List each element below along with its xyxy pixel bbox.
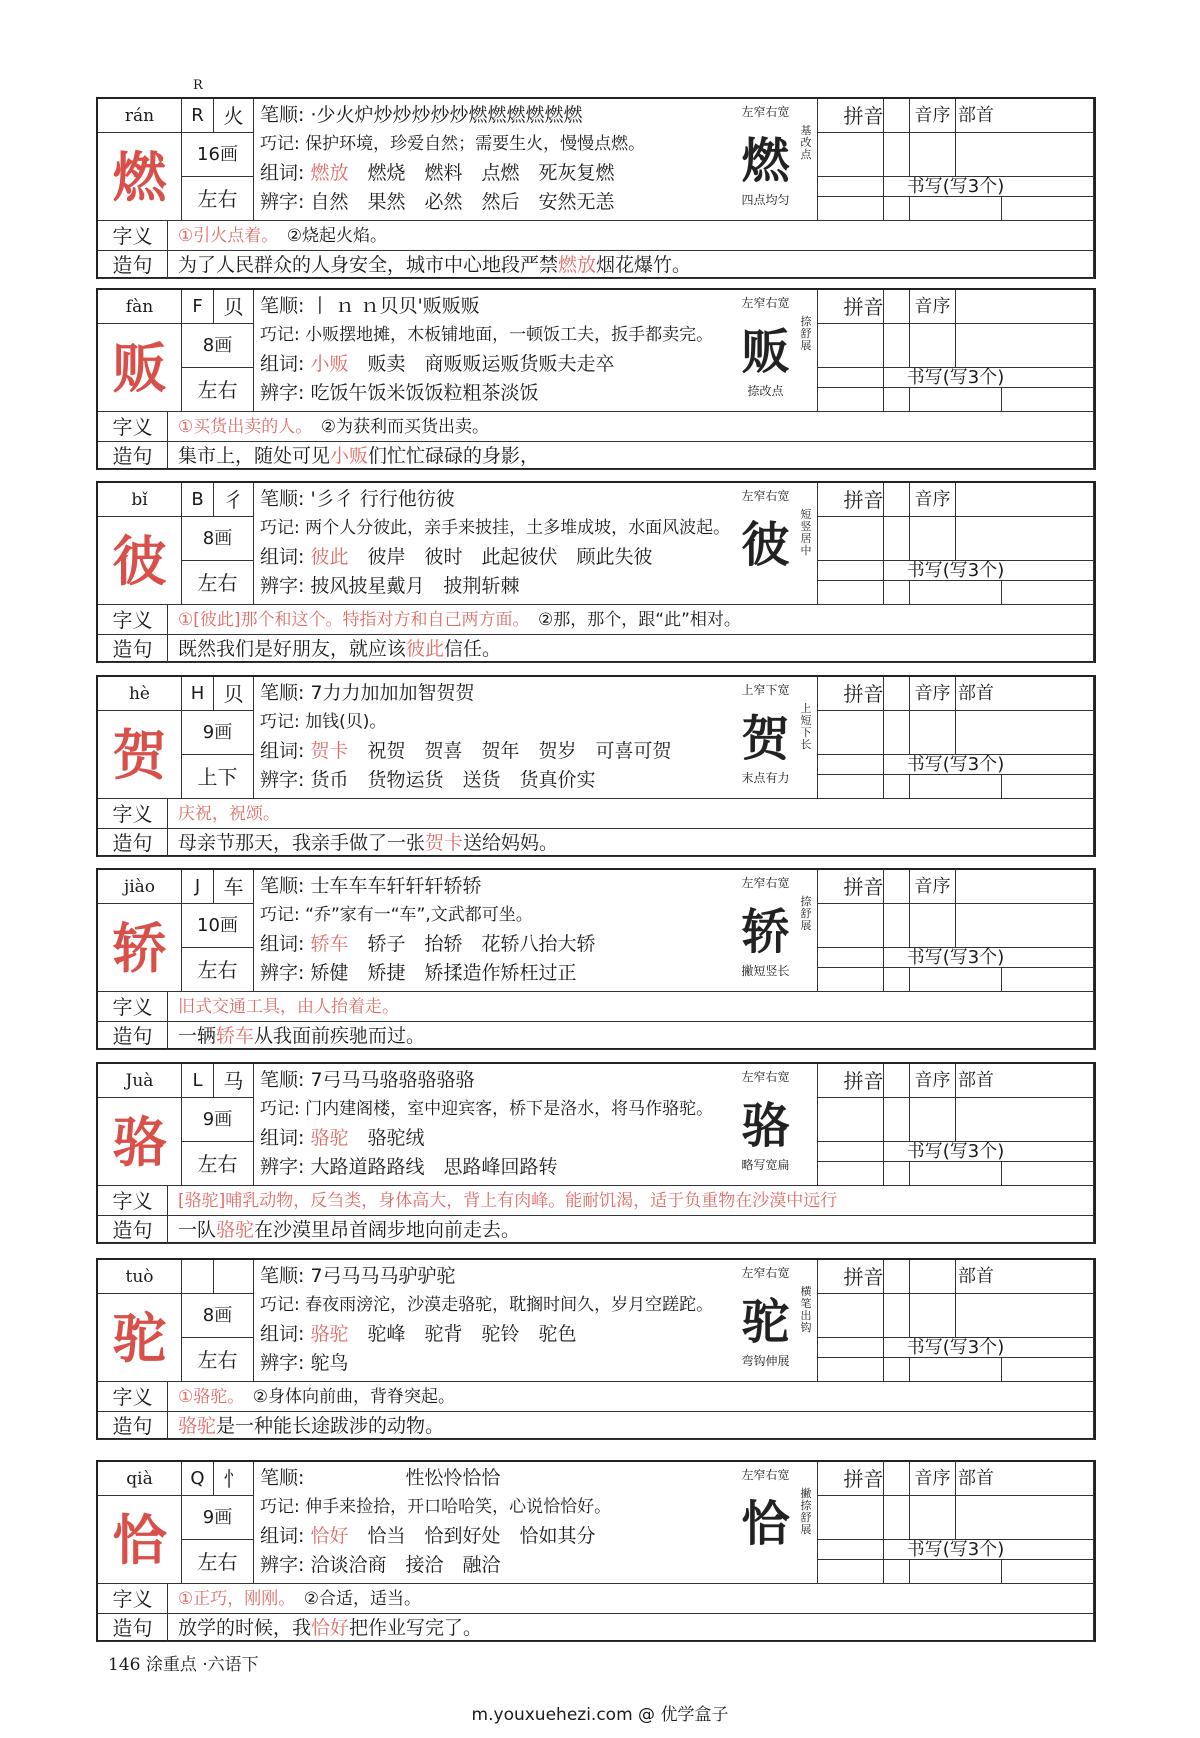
structure: 左右 <box>182 1540 254 1584</box>
write-label: 书写(写3个) <box>818 1142 1094 1162</box>
zaoju-label: 造句 <box>98 829 168 857</box>
write-box[interactable] <box>910 775 1002 799</box>
pinyin: tuò <box>98 1260 182 1294</box>
write-box[interactable] <box>818 1098 910 1142</box>
write-box[interactable] <box>818 1162 910 1186</box>
header-yinxu: 音序 <box>910 1462 956 1496</box>
zaoju-text: 一队骆驼在沙漠里昂首阔步地向前走去。 <box>168 1216 1094 1244</box>
ziyi-text: ①[彼此]那个和这个。特指对方和自己两方面。 ②那，那个，跟“此”相对。 <box>168 605 1094 635</box>
initial: Q <box>182 1462 214 1496</box>
write-label: 书写(写3个) <box>818 177 1094 197</box>
write-box[interactable] <box>956 904 1094 948</box>
header-pinyin: 拼音 <box>818 483 910 517</box>
zaoju-label: 造句 <box>98 635 168 663</box>
write-box[interactable] <box>910 1560 1002 1584</box>
write-box[interactable] <box>818 1294 910 1338</box>
header-pinyin: 拼音 <box>818 677 910 711</box>
pinyin: qià <box>98 1462 182 1496</box>
character-card <box>96 481 1096 663</box>
zaoju-label: 造句 <box>98 1412 168 1440</box>
big-character: 骆 <box>98 1098 182 1186</box>
radical: 火 <box>214 99 254 133</box>
write-box[interactable] <box>818 775 910 799</box>
structure-model: 上窄下宽 贺 末点有力 上短下长 <box>714 677 818 799</box>
zuci-line: 组词: 骆驼 骆驼绒 <box>260 1127 425 1149</box>
structure: 左右 <box>182 1142 254 1186</box>
write-box[interactable] <box>818 1496 910 1540</box>
ziyi-text: ①买货出卖的人。 ②为获利而买货出卖。 <box>168 412 1094 442</box>
stroke-count: 9画 <box>182 1098 254 1142</box>
structure-model: 左窄右宽 恰 撇捺舒展 <box>714 1462 818 1584</box>
character-card <box>96 868 1096 1050</box>
structure: 上下 <box>182 755 254 799</box>
header-pinyin: 拼音 <box>818 99 910 133</box>
initial: H <box>182 677 214 711</box>
header-yinxu: 音序 <box>910 677 956 711</box>
stroke-count: 8画 <box>182 1294 254 1338</box>
write-box[interactable] <box>910 324 956 368</box>
bishun-line: 笔顺: 7弓马马骆骆骆骆骆 <box>260 1069 475 1091</box>
big-character: 燃 <box>98 133 182 221</box>
zaoju-text: 为了人民群众的人身安全，城市中心地段严禁燃放烟花爆竹。 <box>168 251 1094 279</box>
stroke-count: 10画 <box>182 904 254 948</box>
zaoju-label: 造句 <box>98 1614 168 1642</box>
zaoju-label: 造句 <box>98 442 168 470</box>
structure-model: 左窄右宽 彼 短竖居中 <box>714 483 818 605</box>
pinyin: Juà <box>98 1064 182 1098</box>
ziyi-text: 庆祝，祝颂。 <box>168 799 1094 829</box>
zaoju-text: 放学的时候，我恰好把作业写完了。 <box>168 1614 1094 1642</box>
zuci-line: 组词: 恰好 恰当 恰到好处 恰如其分 <box>260 1525 596 1547</box>
stroke-count: 16画 <box>182 133 254 177</box>
write-box[interactable] <box>818 968 910 992</box>
header-bushou: 部首 <box>956 1064 1094 1098</box>
write-box[interactable] <box>818 581 910 605</box>
write-box[interactable] <box>956 1496 1094 1540</box>
top-note: R <box>193 78 203 93</box>
radical: 彳 <box>214 483 254 517</box>
bishun-line: 笔顺: 7力力加加加智贺贺 <box>260 682 475 704</box>
write-box[interactable] <box>818 388 910 412</box>
write-label: 书写(写3个) <box>818 368 1094 388</box>
write-box[interactable] <box>910 711 956 755</box>
write-box[interactable] <box>1002 968 1094 992</box>
initial: L <box>182 1064 214 1098</box>
stroke-count: 9画 <box>182 1496 254 1540</box>
big-character: 恰 <box>98 1496 182 1584</box>
ziyi-label: 字义 <box>98 1584 168 1614</box>
header-bushou: 部首 <box>956 99 1094 133</box>
zaoju-text: 母亲节那天，我亲手做了一张贺卡送给妈妈。 <box>168 829 1094 857</box>
ziyi-label: 字义 <box>98 1186 168 1216</box>
write-box[interactable] <box>1002 197 1094 221</box>
write-label: 书写(写3个) <box>818 561 1094 581</box>
zuci-line: 组词: 贺卡 祝贺 贺喜 贺年 贺岁 可喜可贺 <box>260 740 672 762</box>
qiaoji-line: 巧记: 伸手来捡拾，开口哈哈笑，心说恰恰好。 <box>260 1497 612 1517</box>
bianzi-line: 辨字: 披风披星戴月 披荆斩棘 <box>260 575 520 597</box>
header-yinxu <box>910 1260 956 1294</box>
zuci-line: 组词: 骆驼 驼峰 驼背 驼铃 驼色 <box>260 1323 577 1345</box>
qiaoji-line: 巧记: 两个人分彼此，亲手来披挂，土多堆成坡，水面风波起。 <box>260 518 731 538</box>
zaoju-label: 造句 <box>98 1216 168 1244</box>
header-pinyin: 拼音 <box>818 290 910 324</box>
zaoju-text: 既然我们是好朋友，就应该彼此信任。 <box>168 635 1094 663</box>
qiaoji-line: 巧记: 保护环境，珍爱自然；需要生火，慢慢点燃。 <box>260 134 646 154</box>
write-label: 书写(写3个) <box>818 755 1094 775</box>
bianzi-line: 辨字: 货币 货物运货 送货 货真价实 <box>260 769 596 791</box>
write-box[interactable] <box>956 711 1094 755</box>
write-box[interactable] <box>956 517 1094 561</box>
write-box[interactable] <box>910 904 956 948</box>
zuci-line: 组词: 彼此 彼岸 彼时 此起彼伏 顾此失彼 <box>260 546 653 568</box>
pinyin: jiào <box>98 870 182 904</box>
write-box[interactable] <box>910 1496 956 1540</box>
radical: 车 <box>214 870 254 904</box>
stroke-count: 8画 <box>182 324 254 368</box>
bishun-line: 笔顺: 7弓马马马驴驴驼 <box>260 1265 456 1287</box>
ziyi-label: 字义 <box>98 412 168 442</box>
write-box[interactable] <box>910 517 956 561</box>
write-box[interactable] <box>818 1560 910 1584</box>
ziyi-label: 字义 <box>98 221 168 251</box>
write-box[interactable] <box>818 711 910 755</box>
write-box[interactable] <box>1002 775 1094 799</box>
write-box[interactable] <box>910 197 1002 221</box>
initial: B <box>182 483 214 517</box>
bianzi-line: 辨字: 大路道路路线 思路峰回路转 <box>260 1156 558 1178</box>
big-character: 彼 <box>98 517 182 605</box>
structure-model: 左窄右宽 轿 撇短竖长 捺舒展 <box>714 870 818 992</box>
write-box[interactable] <box>1002 1358 1094 1382</box>
write-box[interactable] <box>910 1294 956 1338</box>
zuci-line: 组词: 燃放 燃烧 燃料 点燃 死灰复燃 <box>260 162 615 184</box>
write-label: 书写(写3个) <box>818 948 1094 968</box>
pinyin: bǐ <box>98 483 182 517</box>
header-bushou <box>956 870 1094 904</box>
big-character: 贺 <box>98 711 182 799</box>
ziyi-text: 旧式交通工具，由人抬着走。 <box>168 992 1094 1022</box>
write-box[interactable] <box>818 324 910 368</box>
write-box[interactable] <box>818 1358 910 1382</box>
write-box[interactable] <box>910 968 1002 992</box>
header-pinyin: 拼音 <box>818 1064 910 1098</box>
bianzi-line: 辨字: 矫健 矫捷 矫揉造作矫枉过正 <box>260 962 577 984</box>
write-box[interactable] <box>818 517 910 561</box>
zuci-line: 组词: 轿车 轿子 抬轿 花轿八抬大轿 <box>260 933 596 955</box>
structure: 左右 <box>182 948 254 992</box>
write-box[interactable] <box>910 1358 1002 1382</box>
character-card <box>96 97 1096 279</box>
bianzi-line: 辨字: 吃饭午饭米饭饭粒粗茶淡饭 <box>260 382 539 404</box>
header-yinxu: 音序 <box>910 870 956 904</box>
pinyin: rán <box>98 99 182 133</box>
zaoju-text: 骆驼是一种能长途跋涉的动物。 <box>168 1412 1094 1440</box>
qiaoji-line: 巧记: “乔”家有一“车”,文武都可坐。 <box>260 905 533 925</box>
header-bushou: 部首 <box>956 1260 1094 1294</box>
character-card <box>96 1062 1096 1244</box>
structure: 左右 <box>182 561 254 605</box>
write-box[interactable] <box>1002 1560 1094 1584</box>
write-box[interactable] <box>910 581 1002 605</box>
stroke-count: 9画 <box>182 711 254 755</box>
page-footer: 146 涂重点 ·六语下 <box>108 1655 259 1675</box>
initial: F <box>182 290 214 324</box>
header-yinxu: 音序 <box>910 99 956 133</box>
qiaoji-line: 巧记: 春夜雨滂沱，沙漠走骆驼，耽搁时间久，岁月空蹉跎。 <box>260 1295 714 1315</box>
write-box[interactable] <box>910 1162 1002 1186</box>
zaoju-text: 一辆轿车从我面前疾驰而过。 <box>168 1022 1094 1050</box>
write-box[interactable] <box>818 904 910 948</box>
header-yinxu: 音序 <box>910 1064 956 1098</box>
write-box[interactable] <box>956 1294 1094 1338</box>
write-box[interactable] <box>956 1098 1094 1142</box>
write-box[interactable] <box>1002 581 1094 605</box>
write-box[interactable] <box>910 133 956 177</box>
radical: 马 <box>214 1064 254 1098</box>
character-card <box>96 1460 1096 1642</box>
header-bushou <box>956 290 1094 324</box>
qiaoji-line: 巧记: 门内建阁楼，室中迎宾客，桥下是洛水，将马作骆驼。 <box>260 1099 714 1119</box>
structure: 左右 <box>182 177 254 221</box>
structure: 左右 <box>182 1338 254 1382</box>
big-character: 贩 <box>98 324 182 412</box>
ziyi-text: ①骆驼。 ②身体向前曲，背脊突起。 <box>168 1382 1094 1412</box>
bishun-line: 笔顺: '彡彳 行行他彷彼 <box>260 488 455 510</box>
header-yinxu: 音序 <box>910 483 956 517</box>
zaoju-label: 造句 <box>98 1022 168 1050</box>
bishun-line: 笔顺: 士车车车轩轩轩轿轿 <box>260 875 482 897</box>
header-bushou: 部首 <box>956 677 1094 711</box>
site-watermark: m.youxuehezi.com @ 优学盒子 <box>471 1705 729 1725</box>
radical: 贝 <box>214 290 254 324</box>
pinyin: hè <box>98 677 182 711</box>
header-pinyin: 拼音 <box>818 870 910 904</box>
radical: 贝 <box>214 677 254 711</box>
structure: 左右 <box>182 368 254 412</box>
character-card <box>96 288 1096 470</box>
stroke-count: 8画 <box>182 517 254 561</box>
ziyi-text: [骆驼]哺乳动物，反刍类，身体高大，背上有肉峰。能耐饥渴，适于负重物在沙漠中远行 <box>168 1186 1094 1216</box>
qiaoji-line: 巧记: 加钱(贝)。 <box>260 712 387 732</box>
header-pinyin: 拼音 <box>818 1462 910 1496</box>
character-card <box>96 675 1096 857</box>
bishun-line: 笔顺: 丨 ｎ ｎ贝贝'贩贩贩 <box>260 295 480 317</box>
ziyi-text: ①引火点着。 ②烧起火焰。 <box>168 221 1094 251</box>
pinyin: fàn <box>98 290 182 324</box>
structure-model: 左窄右宽 骆 略写宽扁 <box>714 1064 818 1186</box>
header-bushou: 部首 <box>956 1462 1094 1496</box>
radical <box>214 1260 254 1294</box>
structure-model: 左窄右宽 燃 四点均匀 基改点 <box>714 99 818 221</box>
bianzi-line: 辨字: 鸵鸟 <box>260 1352 349 1374</box>
ziyi-label: 字义 <box>98 605 168 635</box>
initial: J <box>182 870 214 904</box>
ziyi-text: ①正巧，刚刚。 ②合适，适当。 <box>168 1584 1094 1614</box>
ziyi-label: 字义 <box>98 992 168 1022</box>
header-yinxu: 音序 <box>910 290 956 324</box>
zaoju-label: 造句 <box>98 251 168 279</box>
header-pinyin: 拼音 <box>818 1260 910 1294</box>
bishun-line: 笔顺: 性忪怜恰恰 <box>260 1467 501 1489</box>
write-box[interactable] <box>818 197 910 221</box>
big-character: 驼 <box>98 1294 182 1382</box>
big-character: 轿 <box>98 904 182 992</box>
write-box[interactable] <box>910 388 1002 412</box>
write-box[interactable] <box>910 1098 956 1142</box>
write-box[interactable] <box>1002 388 1094 412</box>
qiaoji-line: 巧记: 小贩摆地摊，木板铺地面，一顿饭工夫，扳手都卖完。 <box>260 325 714 345</box>
zuci-line: 组词: 小贩 贩卖 商贩贩运贩货贩夫走卒 <box>260 353 615 375</box>
bishun-line: 笔顺: ·少火炉炒炒炒炒炒燃燃燃燃燃燃 <box>260 104 583 126</box>
structure-model: 左窄右宽 贩 捺改点 捺舒展 <box>714 290 818 412</box>
bianzi-line: 辨字: 洽谈洽商 接洽 融洽 <box>260 1554 501 1576</box>
write-label: 书写(写3个) <box>818 1540 1094 1560</box>
write-label: 书写(写3个) <box>818 1338 1094 1358</box>
initial: R <box>182 99 214 133</box>
initial <box>182 1260 214 1294</box>
write-box[interactable] <box>818 133 910 177</box>
character-card <box>96 1258 1096 1440</box>
zaoju-text: 集市上，随处可见小贩们忙忙碌碌的身影， <box>168 442 1094 470</box>
write-box[interactable] <box>1002 1162 1094 1186</box>
write-box[interactable] <box>956 324 1094 368</box>
header-bushou <box>956 483 1094 517</box>
structure-model: 左窄右宽 驼 弯钩伸展 横笔出钩 <box>714 1260 818 1382</box>
bianzi-line: 辨字: 自然 果然 必然 然后 安然无恙 <box>260 191 615 213</box>
write-box[interactable] <box>956 133 1094 177</box>
ziyi-label: 字义 <box>98 799 168 829</box>
ziyi-label: 字义 <box>98 1382 168 1412</box>
radical: 忄 <box>214 1462 254 1496</box>
